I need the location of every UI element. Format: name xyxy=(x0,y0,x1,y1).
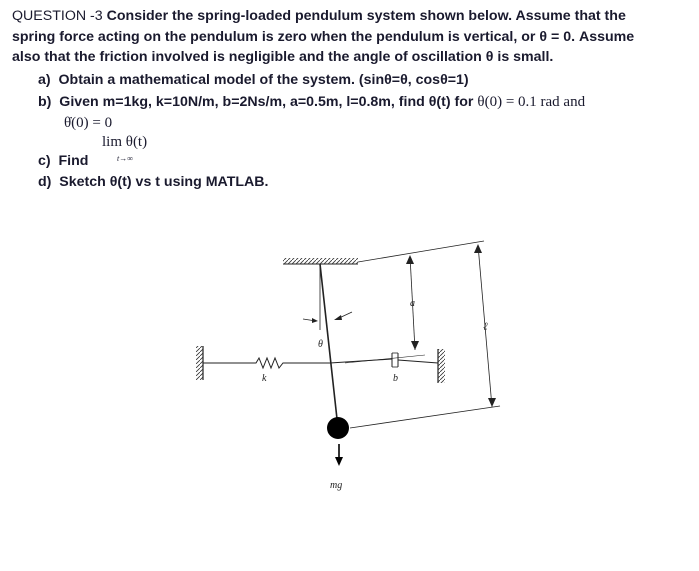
part-c-text: Find xyxy=(58,153,89,169)
right-wall xyxy=(438,349,445,383)
label-a: a xyxy=(410,298,415,309)
part-b-condition-1: θ(0) = 0.1 rad and xyxy=(477,94,586,110)
part-d-label: d) xyxy=(38,174,52,190)
label-l: ℓ xyxy=(483,321,488,333)
part-b-text: Given m=1kg, k=10N/m, b=2Ns/m, a=0.5m, l=0.8m, find θ(t) for xyxy=(59,94,474,110)
spring xyxy=(203,358,330,368)
limit-expression: lim θ(t) xyxy=(102,134,148,150)
part-c-label: c) xyxy=(38,153,51,169)
dimension-l xyxy=(350,241,500,428)
ceiling-support xyxy=(283,258,358,264)
part-d-text: Sketch θ(t) vs t using MATLAB. xyxy=(59,174,269,190)
theta-arrows xyxy=(303,312,352,323)
part-a-text: Obtain a mathematical model of the system. (sinθ=θ, cosθ=1) xyxy=(58,72,469,88)
label-b: b xyxy=(393,373,398,384)
label-theta: θ xyxy=(318,339,323,350)
question-line-3: also that the friction involved is negligible and the angle of oscillation θ is small. xyxy=(12,49,554,65)
part-b-condition-2: θ̇(0) = 0 xyxy=(64,115,113,131)
pendulum-bob xyxy=(327,417,349,439)
label-k: k xyxy=(262,373,267,384)
question-number: QUESTION -3 xyxy=(12,8,103,24)
part-b-label: b) xyxy=(38,94,52,110)
part-a-label: a) xyxy=(38,72,51,88)
question-line-1: Consider the spring-loaded pendulum system shown below. Assume that the xyxy=(106,8,626,24)
limit-subscript: t→∞ xyxy=(117,154,133,163)
gravity-arrow xyxy=(335,444,343,466)
label-mg: mg xyxy=(330,480,343,491)
left-wall xyxy=(196,346,203,380)
question-line-2: spring force acting on the pendulum is zero when the pendulum is vertical, or θ = 0. Assume xyxy=(12,28,635,45)
